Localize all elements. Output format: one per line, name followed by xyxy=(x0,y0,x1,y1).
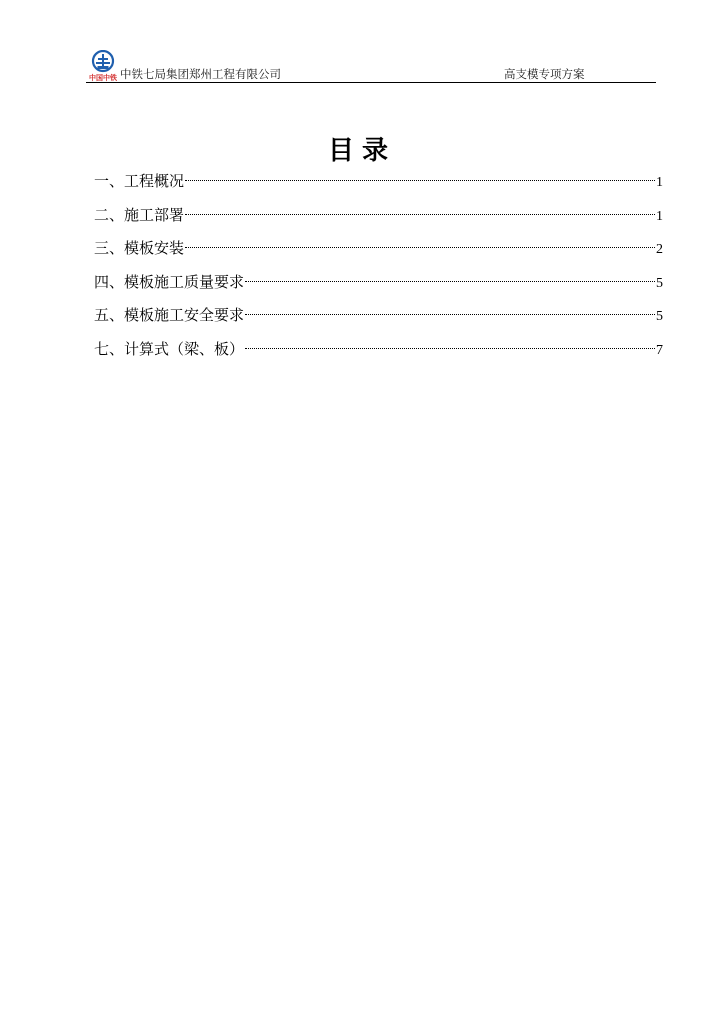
toc-leader xyxy=(245,314,655,315)
toc-entry[interactable] xyxy=(94,232,663,266)
toc-leader xyxy=(185,180,655,181)
toc-leader xyxy=(185,214,655,215)
crec-logo xyxy=(86,50,120,82)
toc-entry[interactable] xyxy=(94,299,663,333)
toc-entry-label: 七、计算式（梁、板） xyxy=(94,339,245,358)
toc-entry-label: 一、工程概况 xyxy=(94,172,185,190)
toc-entry-label: 三、模板安装 xyxy=(94,239,185,257)
toc-entry-page: 2 xyxy=(656,242,663,257)
toc-leader xyxy=(245,281,655,282)
toc-entry-page: 1 xyxy=(656,208,663,224)
toc-entry-label: 四、模板施工质量要求 xyxy=(94,272,245,291)
table-of-contents xyxy=(94,165,663,366)
crec-logo-icon xyxy=(86,50,120,82)
toc-entry-label: 二、施工部署 xyxy=(94,205,185,224)
company-name: 中铁七局集团郑州工程有限公司 xyxy=(120,67,281,81)
toc-entry-page: 1 xyxy=(656,175,663,190)
header-divider xyxy=(86,82,656,83)
toc-leader xyxy=(245,348,655,349)
page-header xyxy=(86,50,656,83)
toc-entry-label: 五、模板施工安全要求 xyxy=(94,306,245,324)
toc-entry[interactable] xyxy=(94,266,663,300)
toc-entry-page: 7 xyxy=(656,342,663,358)
toc-title: 目录 xyxy=(327,136,396,166)
toc-entry-page: 5 xyxy=(656,275,663,291)
toc-leader xyxy=(185,247,655,248)
toc-entry-page: 5 xyxy=(656,309,663,324)
toc-entry[interactable] xyxy=(94,165,663,199)
toc-entry[interactable] xyxy=(94,199,663,233)
toc-entry[interactable] xyxy=(94,333,663,367)
document-name: 高支模专项方案 xyxy=(504,67,585,81)
logo-text: 中国中铁 xyxy=(89,74,117,82)
